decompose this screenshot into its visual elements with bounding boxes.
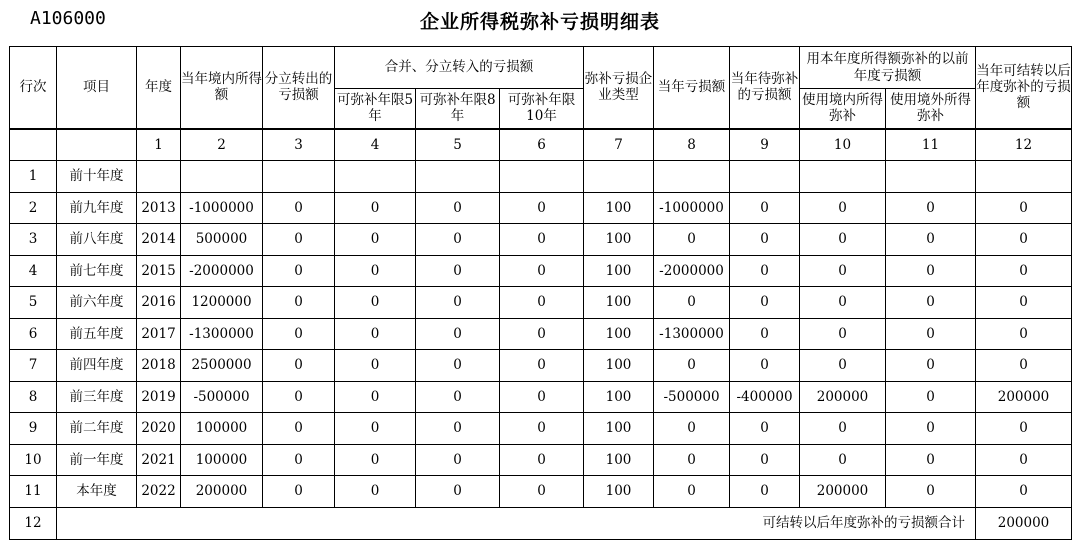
split-out-cell: 0 bbox=[263, 192, 335, 224]
carry-forward-cell bbox=[976, 161, 1072, 193]
col-number: 6 bbox=[500, 129, 584, 161]
use-domestic-cell: 0 bbox=[800, 318, 886, 350]
split-out-cell: 0 bbox=[263, 350, 335, 382]
header-use-domestic: 使用境内所得弥补 bbox=[800, 89, 886, 129]
year-cell: 2018 bbox=[137, 350, 181, 382]
m8-cell: 0 bbox=[416, 255, 500, 287]
to-offset-cell: 0 bbox=[730, 350, 800, 382]
header-domestic-income: 当年境内所得额 bbox=[181, 47, 263, 129]
col-number-blank bbox=[57, 129, 137, 161]
current-loss-cell: -500000 bbox=[654, 381, 730, 413]
domestic-income-cell: 100000 bbox=[181, 444, 263, 476]
m8-cell bbox=[416, 161, 500, 193]
m10-cell: 0 bbox=[500, 318, 584, 350]
m5-cell: 0 bbox=[335, 255, 416, 287]
use-foreign-cell: 0 bbox=[886, 444, 976, 476]
col-number: 3 bbox=[263, 129, 335, 161]
item-name: 前三年度 bbox=[57, 381, 137, 413]
loss-offset-table bbox=[9, 46, 1072, 540]
enterprise-type-cell: 100 bbox=[584, 350, 654, 382]
year-cell: 2021 bbox=[137, 444, 181, 476]
carry-forward-cell: 0 bbox=[976, 287, 1072, 319]
current-loss-cell: -2000000 bbox=[654, 255, 730, 287]
enterprise-type-cell: 100 bbox=[584, 224, 654, 256]
total-value: 200000 bbox=[976, 507, 1072, 539]
current-loss-cell: 0 bbox=[654, 350, 730, 382]
to-offset-cell: 0 bbox=[730, 444, 800, 476]
m5-cell bbox=[335, 161, 416, 193]
m10-cell: 0 bbox=[500, 287, 584, 319]
header-year: 年度 bbox=[137, 47, 181, 129]
table-row bbox=[10, 413, 1072, 445]
row-number: 9 bbox=[10, 413, 57, 445]
enterprise-type-cell: 100 bbox=[584, 192, 654, 224]
m8-cell: 0 bbox=[416, 318, 500, 350]
year-cell: 2014 bbox=[137, 224, 181, 256]
col-number: 4 bbox=[335, 129, 416, 161]
col-number: 2 bbox=[181, 129, 263, 161]
row-number: 1 bbox=[10, 161, 57, 193]
split-out-cell bbox=[263, 161, 335, 193]
split-out-cell: 0 bbox=[263, 476, 335, 508]
item-name: 前八年度 bbox=[57, 224, 137, 256]
domestic-income-cell: 2500000 bbox=[181, 350, 263, 382]
enterprise-type-cell: 100 bbox=[584, 444, 654, 476]
carry-forward-cell: 200000 bbox=[976, 381, 1072, 413]
header-enterprise-type: 弥补亏损企业类型 bbox=[584, 47, 654, 129]
header-split-out: 分立转出的亏损额 bbox=[263, 47, 335, 129]
total-label: 可结转以后年度弥补的亏损额合计 bbox=[57, 507, 976, 539]
item-name: 前十年度 bbox=[57, 161, 137, 193]
m10-cell: 0 bbox=[500, 255, 584, 287]
domestic-income-cell: -1000000 bbox=[181, 192, 263, 224]
split-out-cell: 0 bbox=[263, 224, 335, 256]
page-title: 企业所得税弥补亏损明细表 bbox=[419, 11, 660, 33]
use-foreign-cell: 0 bbox=[886, 192, 976, 224]
item-name: 前九年度 bbox=[57, 192, 137, 224]
use-foreign-cell: 0 bbox=[886, 413, 976, 445]
m5-cell: 0 bbox=[335, 224, 416, 256]
m8-cell: 0 bbox=[416, 381, 500, 413]
col-number: 8 bbox=[654, 129, 730, 161]
col-number: 10 bbox=[800, 129, 886, 161]
row-number: 5 bbox=[10, 287, 57, 319]
m8-cell: 0 bbox=[416, 413, 500, 445]
year-cell: 2019 bbox=[137, 381, 181, 413]
use-domestic-cell: 0 bbox=[800, 413, 886, 445]
year-cell: 2020 bbox=[137, 413, 181, 445]
total-row bbox=[10, 507, 1072, 539]
table-row bbox=[10, 318, 1072, 350]
domestic-income-cell: -2000000 bbox=[181, 255, 263, 287]
to-offset-cell: 0 bbox=[730, 224, 800, 256]
use-domestic-cell: 200000 bbox=[800, 476, 886, 508]
year-cell: 2013 bbox=[137, 192, 181, 224]
domestic-income-cell: 1200000 bbox=[181, 287, 263, 319]
use-foreign-cell: 0 bbox=[886, 224, 976, 256]
to-offset-cell: 0 bbox=[730, 476, 800, 508]
year-cell bbox=[137, 161, 181, 193]
enterprise-type-cell: 100 bbox=[584, 255, 654, 287]
carry-forward-cell: 0 bbox=[976, 224, 1072, 256]
col-number: 11 bbox=[886, 129, 976, 161]
m5-cell: 0 bbox=[335, 381, 416, 413]
carry-forward-cell: 0 bbox=[976, 350, 1072, 382]
domestic-income-cell: 100000 bbox=[181, 413, 263, 445]
enterprise-type-cell: 100 bbox=[584, 381, 654, 413]
carry-forward-cell: 0 bbox=[976, 318, 1072, 350]
header-current-loss: 当年亏损额 bbox=[654, 47, 730, 129]
m5-cell: 0 bbox=[335, 476, 416, 508]
to-offset-cell: 0 bbox=[730, 287, 800, 319]
col-number: 1 bbox=[137, 129, 181, 161]
year-cell: 2017 bbox=[137, 318, 181, 350]
header-carry-forward: 当年可结转以后年度弥补的亏损额 bbox=[976, 47, 1072, 129]
current-loss-cell: 0 bbox=[654, 476, 730, 508]
current-loss-cell: 0 bbox=[654, 287, 730, 319]
row-number: 12 bbox=[10, 507, 57, 539]
use-domestic-cell: 0 bbox=[800, 287, 886, 319]
m10-cell: 0 bbox=[500, 444, 584, 476]
m5-cell: 0 bbox=[335, 444, 416, 476]
header-merger-group: 合并、分立转入的亏损额 bbox=[335, 47, 584, 89]
domestic-income-cell bbox=[181, 161, 263, 193]
item-name: 本年度 bbox=[57, 476, 137, 508]
use-domestic-cell: 0 bbox=[800, 192, 886, 224]
header-item: 项目 bbox=[57, 47, 137, 129]
m8-cell: 0 bbox=[416, 287, 500, 319]
split-out-cell: 0 bbox=[263, 413, 335, 445]
carry-forward-cell: 0 bbox=[976, 476, 1072, 508]
carry-forward-cell: 0 bbox=[976, 255, 1072, 287]
year-cell: 2022 bbox=[137, 476, 181, 508]
header-m8: 可弥补年限8年 bbox=[416, 89, 500, 129]
header-m5: 可弥补年限5年 bbox=[335, 89, 416, 129]
table-row bbox=[10, 350, 1072, 382]
enterprise-type-cell: 100 bbox=[584, 413, 654, 445]
m8-cell: 0 bbox=[416, 350, 500, 382]
m10-cell: 0 bbox=[500, 192, 584, 224]
m10-cell: 0 bbox=[500, 224, 584, 256]
to-offset-cell: 0 bbox=[730, 192, 800, 224]
row-number: 3 bbox=[10, 224, 57, 256]
item-name: 前一年度 bbox=[57, 444, 137, 476]
m5-cell: 0 bbox=[335, 413, 416, 445]
use-foreign-cell: 0 bbox=[886, 476, 976, 508]
enterprise-type-cell: 100 bbox=[584, 318, 654, 350]
m10-cell: 0 bbox=[500, 476, 584, 508]
current-loss-cell: 0 bbox=[654, 224, 730, 256]
item-name: 前四年度 bbox=[57, 350, 137, 382]
table-row bbox=[10, 287, 1072, 319]
row-number: 4 bbox=[10, 255, 57, 287]
m8-cell: 0 bbox=[416, 476, 500, 508]
to-offset-cell bbox=[730, 161, 800, 193]
carry-forward-cell: 0 bbox=[976, 444, 1072, 476]
table-row bbox=[10, 476, 1072, 508]
use-foreign-cell: 0 bbox=[886, 318, 976, 350]
col-number: 7 bbox=[584, 129, 654, 161]
row-number: 6 bbox=[10, 318, 57, 350]
to-offset-cell: -400000 bbox=[730, 381, 800, 413]
carry-forward-cell: 0 bbox=[976, 192, 1072, 224]
row-number: 7 bbox=[10, 350, 57, 382]
m10-cell: 0 bbox=[500, 413, 584, 445]
enterprise-type-cell: 100 bbox=[584, 287, 654, 319]
item-name: 前六年度 bbox=[57, 287, 137, 319]
header-used-group: 用本年度所得额弥补的以前年度亏损额 bbox=[800, 47, 976, 89]
table-row bbox=[10, 224, 1072, 256]
current-loss-cell: -1300000 bbox=[654, 318, 730, 350]
m10-cell: 0 bbox=[500, 381, 584, 413]
table-row bbox=[10, 192, 1072, 224]
use-domestic-cell: 200000 bbox=[800, 381, 886, 413]
current-loss-cell: 0 bbox=[654, 413, 730, 445]
row-number: 8 bbox=[10, 381, 57, 413]
m8-cell: 0 bbox=[416, 192, 500, 224]
domestic-income-cell: -1300000 bbox=[181, 318, 263, 350]
m10-cell: 0 bbox=[500, 350, 584, 382]
to-offset-cell: 0 bbox=[730, 413, 800, 445]
use-foreign-cell: 0 bbox=[886, 381, 976, 413]
domestic-income-cell: 200000 bbox=[181, 476, 263, 508]
item-name: 前二年度 bbox=[57, 413, 137, 445]
table-row bbox=[10, 444, 1072, 476]
form-code: A106000 bbox=[30, 8, 106, 29]
table-row bbox=[10, 255, 1072, 287]
m5-cell: 0 bbox=[335, 318, 416, 350]
domestic-income-cell: -500000 bbox=[181, 381, 263, 413]
col-number: 5 bbox=[416, 129, 500, 161]
header-use-foreign: 使用境外所得弥补 bbox=[886, 89, 976, 129]
column-number-row bbox=[10, 129, 1072, 161]
m8-cell: 0 bbox=[416, 444, 500, 476]
current-loss-cell: 0 bbox=[654, 444, 730, 476]
use-foreign-cell bbox=[886, 161, 976, 193]
to-offset-cell: 0 bbox=[730, 255, 800, 287]
m10-cell bbox=[500, 161, 584, 193]
year-cell: 2015 bbox=[137, 255, 181, 287]
to-offset-cell: 0 bbox=[730, 318, 800, 350]
use-domestic-cell: 0 bbox=[800, 255, 886, 287]
split-out-cell: 0 bbox=[263, 381, 335, 413]
split-out-cell: 0 bbox=[263, 255, 335, 287]
item-name: 前七年度 bbox=[57, 255, 137, 287]
enterprise-type-cell: 100 bbox=[584, 476, 654, 508]
use-foreign-cell: 0 bbox=[886, 350, 976, 382]
split-out-cell: 0 bbox=[263, 287, 335, 319]
table-row bbox=[10, 381, 1072, 413]
carry-forward-cell: 0 bbox=[976, 413, 1072, 445]
row-number: 10 bbox=[10, 444, 57, 476]
header-row-no: 行次 bbox=[10, 47, 57, 129]
col-number: 12 bbox=[976, 129, 1072, 161]
split-out-cell: 0 bbox=[263, 318, 335, 350]
split-out-cell: 0 bbox=[263, 444, 335, 476]
m8-cell: 0 bbox=[416, 224, 500, 256]
use-domestic-cell: 0 bbox=[800, 350, 886, 382]
col-number: 9 bbox=[730, 129, 800, 161]
m5-cell: 0 bbox=[335, 287, 416, 319]
row-number: 11 bbox=[10, 476, 57, 508]
use-foreign-cell: 0 bbox=[886, 255, 976, 287]
m5-cell: 0 bbox=[335, 192, 416, 224]
header-m10: 可弥补年限10年 bbox=[500, 89, 584, 129]
current-loss-cell bbox=[654, 161, 730, 193]
table-row bbox=[10, 161, 1072, 193]
use-domestic-cell: 0 bbox=[800, 444, 886, 476]
col-number-blank bbox=[10, 129, 57, 161]
current-loss-cell: -1000000 bbox=[654, 192, 730, 224]
domestic-income-cell: 500000 bbox=[181, 224, 263, 256]
use-domestic-cell: 0 bbox=[800, 224, 886, 256]
row-number: 2 bbox=[10, 192, 57, 224]
year-cell: 2016 bbox=[137, 287, 181, 319]
use-domestic-cell bbox=[800, 161, 886, 193]
item-name: 前五年度 bbox=[57, 318, 137, 350]
m5-cell: 0 bbox=[335, 350, 416, 382]
header-to-offset: 当年待弥补的亏损额 bbox=[730, 47, 800, 129]
use-foreign-cell: 0 bbox=[886, 287, 976, 319]
enterprise-type-cell bbox=[584, 161, 654, 193]
